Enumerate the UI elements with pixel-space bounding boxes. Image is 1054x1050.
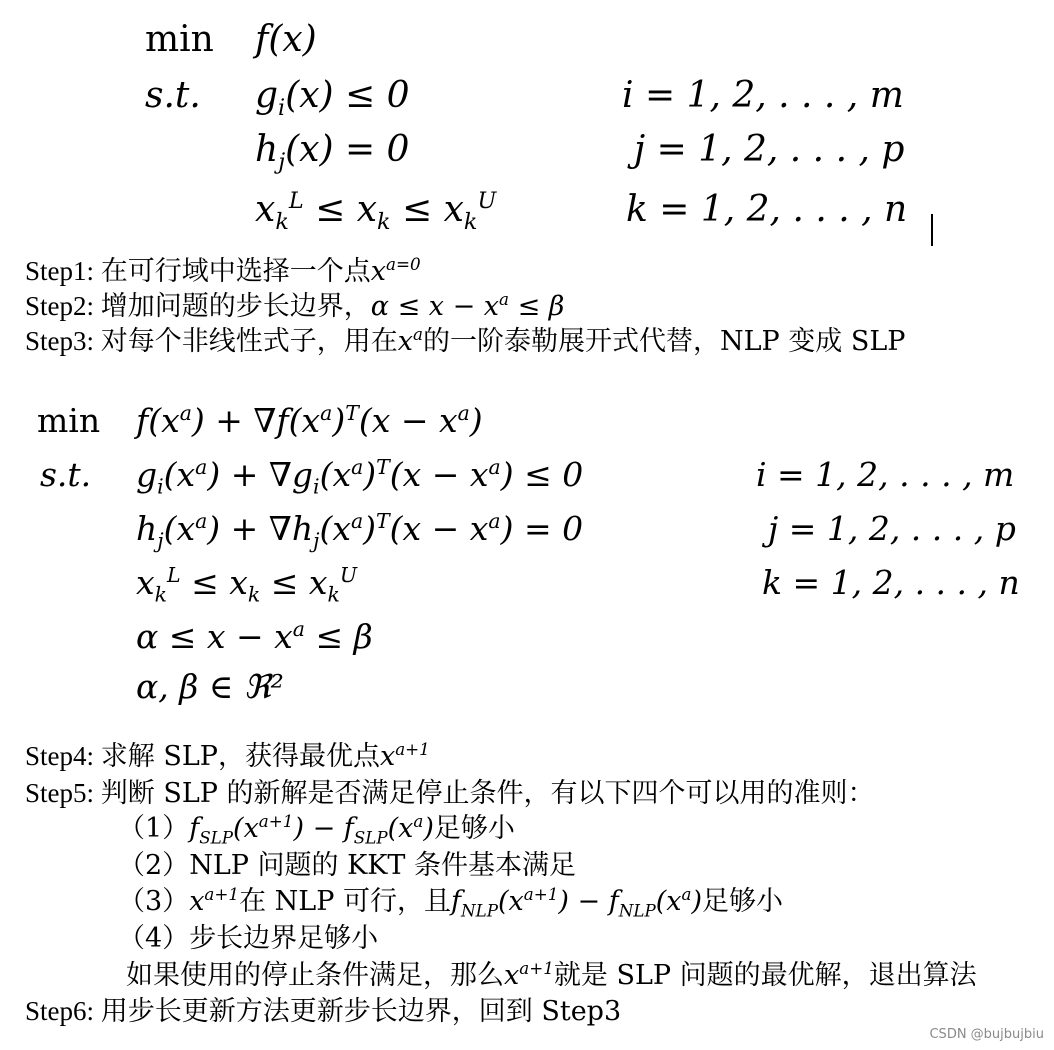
step6-text: 用步长更新方法更新步长边界，回到 Step3 <box>100 996 622 1027</box>
criterion-3 <box>118 884 784 921</box>
criterion-1-math: $f_{SLP}(x^{a+1}) - f_{SLP}(x^a)$ <box>189 811 434 848</box>
step1-math: $x^{a=0}$ <box>370 254 421 287</box>
step6-label: Step6: <box>25 996 95 1026</box>
step5-label: Step5: <box>25 778 95 808</box>
step2-text: 增加问题的步长边界， <box>100 291 371 322</box>
p1-range-i: i = 1, 2, . . . , m <box>622 75 904 116</box>
step1-label: Step1: <box>25 256 95 286</box>
p2-min-label: min <box>37 401 101 440</box>
p2-constraint-step: $\alpha \le x - x^a \le \beta$ <box>136 617 373 656</box>
criterion-4 <box>118 925 378 952</box>
step3-text-a: 对每个非线性式子，用在 <box>100 326 398 357</box>
p1-constraint-h: $h_j(x) = 0$ <box>255 129 410 176</box>
watermark: CSDN @bujbujbiu <box>929 1027 1044 1042</box>
criterion-1-text: 足够小 <box>433 813 515 844</box>
step4-line <box>25 739 430 772</box>
criterion-3-math-a: $x^{a+1}$ <box>189 884 240 917</box>
step2-line <box>25 289 565 322</box>
step4-text: 求解 SLP，获得最优点 <box>100 741 380 772</box>
p2-range-i: i = 1, 2, . . . , m <box>756 455 1015 494</box>
criterion-4-text: 步长边界足够小 <box>189 923 379 954</box>
step6-line <box>25 998 621 1025</box>
step2-math: $\alpha \le x - x^a \le \beta$ <box>370 289 565 322</box>
p1-constraint-g: $g_i(x) \le 0$ <box>255 75 410 122</box>
criterion-2 <box>118 852 576 879</box>
criterion-1 <box>118 811 515 848</box>
step3-text-b: 的一阶泰勒展开式代替，NLP 变成 SLP <box>422 326 906 357</box>
step3-math: $x^a$ <box>397 324 423 357</box>
criterion-3-text-a: 在 NLP 可行，且 <box>239 886 451 917</box>
step3-label: Step3: <box>25 326 95 356</box>
p2-constraint-domain: α, β ∈ ℜ² <box>136 667 284 706</box>
criterion-3-num: （3） <box>118 886 190 917</box>
p2-objective: $f(x^a) + \nabla f(x^a)^T(x - x^a)$ <box>136 401 483 440</box>
criterion-3-math-b: $f_{NLP}(x^{a+1}) - f_{NLP}(x^a)$ <box>450 884 703 921</box>
step4-label: Step4: <box>25 741 95 771</box>
conclusion-text-b: 就是 SLP 问题的最优解，退出算法 <box>553 960 977 991</box>
step5-conclusion <box>126 958 977 991</box>
p1-min-label: min <box>145 19 214 60</box>
step2-label: Step2: <box>25 291 95 321</box>
p1-objective: f(x) <box>255 19 317 60</box>
step5-text: 判断 SLP 的新解是否满足停止条件，有以下四个可以用的准则： <box>100 778 875 809</box>
criterion-1-num: （1） <box>118 813 190 844</box>
criterion-2-num: （2） <box>118 850 190 881</box>
text-cursor <box>931 214 933 246</box>
criterion-4-num: （4） <box>118 923 190 954</box>
p2-range-k: k = 1, 2, . . . , n <box>762 563 1020 602</box>
criterion-2-text: NLP 问题的 KKT 条件基本满足 <box>189 850 577 881</box>
step1-text: 在可行域中选择一个点 <box>100 256 371 287</box>
p2-constraint-h: $h_j(x^a) + \nabla h_j(x^a)^T(x - x^a) = 0$ <box>136 509 584 553</box>
p1-st-label: s.t. <box>145 75 201 116</box>
criterion-3-text-b: 足够小 <box>702 886 784 917</box>
p2-st-label: s.t. <box>40 455 92 494</box>
p2-constraint-bounds: $x_k^L \le x_k \le x_k^U$ <box>136 563 358 607</box>
p2-range-j: j = 1, 2, . . . , p <box>768 509 1016 548</box>
p1-constraint-bounds: $x_k^L \le x_k \le x_k^U$ <box>255 188 497 236</box>
step1-line <box>25 254 421 287</box>
step4-math: $x^{a+1}$ <box>379 739 430 772</box>
conclusion-math: $x^{a+1}$ <box>504 958 554 991</box>
step3-line <box>25 324 906 357</box>
step5-line <box>25 780 875 807</box>
p1-range-k: k = 1, 2, . . . , n <box>626 189 908 230</box>
p2-constraint-g: $g_i(x^a) + \nabla g_i(x^a)^T(x - x^a) \le 0$ <box>136 455 584 499</box>
p1-range-j: j = 1, 2, . . . , p <box>634 129 905 170</box>
conclusion-text-a: 如果使用的停止条件满足，那么 <box>126 960 504 991</box>
